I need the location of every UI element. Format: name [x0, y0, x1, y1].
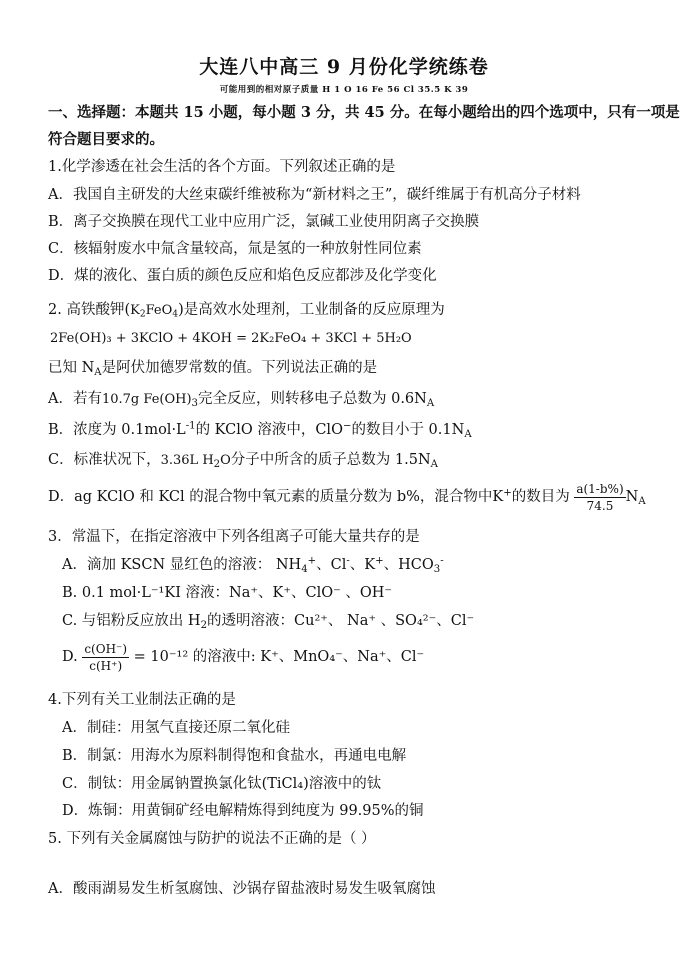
q1-option-d: D．煤的液化、蛋白质的颜色反应和焰色反应都涉及化学变化 — [48, 268, 437, 284]
q3-option-a: A．滴加 KSCN 显红色的溶液： $NH_4^+$、Cl-、K+、$HCO_3^-$ — [62, 555, 444, 576]
q2-option-c: C．标准状况下，3.36L $H_2O$分子中所含的质子总数为 $1.5N_A$ — [48, 452, 438, 471]
q5-option-a: A．酸雨湖易发生析氢腐蚀、沙锅存留盐液时易发生吸氧腐蚀 — [48, 881, 436, 897]
q1-option-b: B．离子交换膜在现代工业中应用广泛，氯碱工业使用阴离子交换膜 — [48, 214, 480, 230]
q4-option-a: A．制硅：用氢气直接还原二氧化硅 — [62, 720, 290, 736]
q3-option-c: C. 与铝粉反应放出 $H_2$的透明溶液：Cu²⁺、 Na⁺ 、SO₄²⁻、Cl⁻ — [62, 613, 475, 632]
q3-option-d: D. $\frac{c(OH^-)}{c(H^+)}$ = 10⁻¹² 的溶液中: K⁺、MnO₄⁻、Na⁺、Cl⁻ — [62, 641, 425, 673]
section-heading-line2: 符合题目要求的。 — [48, 131, 164, 148]
q2-equation: 2Fe(OH)₃ + 3KClO + 4KOH = 2K₂FeO₄ + 3KCl + 5H₂O — [50, 331, 412, 346]
q2-given: 已知 $N_A$是阿伏加德罗常数的值。下列说法正确的是 — [48, 360, 378, 379]
q1-stem: 1.化学渗透在社会生活的各个方面。下列叙述正确的是 — [48, 159, 396, 175]
q4-stem: 4.下列有关工业制法正确的是 — [48, 692, 236, 708]
q2-option-d-fraction: $\frac{a(1-b\%)}{74.5}$ — [576, 481, 624, 513]
q1-option-c: C．核辐射废水中氚含量较高，氚是氢的一种放射性同位素 — [48, 241, 422, 257]
q4-option-c: C．制钛：用金属钠置换氯化钛(TiCl₄)溶液中的钛 — [62, 776, 382, 792]
q4-option-d: D．炼铜：用黄铜矿经电解精炼得到纯度为 99.95%的铜 — [62, 803, 424, 819]
q3-stem: 3．常温下，在指定溶液中下列各组离子可能大量共存的是 — [48, 529, 420, 545]
q3-option-d-fraction: $\frac{c(OH^-)}{c(H^+)}$ — [84, 641, 128, 673]
atomic-masses-note: 可能用到的相对原子质量 H 1 O 16 Fe 56 Cl 35.5 K 39 — [219, 85, 469, 95]
q2-option-b: B．浓度为 $0.1mol\cdot L^{-1}$的 KClO 溶液中，ClO−的数目小于 $0.1N_A$ — [48, 420, 472, 441]
q2-option-a: A．若有10.7g $Fe(OH)_3$完全反应，则转移电子总数为 $0.6N_A$ — [48, 391, 435, 410]
q2-stem-start: 2. 高铁酸钾( — [48, 302, 131, 318]
page-title: 大连八中高三 9 月份化学统练卷 — [199, 56, 489, 78]
section-heading-line1: 一、选择题：本题共 15 小题，每小题 3 分，共 45 分。在每小题给出的四个选项中，只有一项是 — [48, 104, 680, 121]
q1-option-a: A．我国自主研发的大丝束碳纤维被称为“新材料之王”，碳纤维属于有机高分子材料 — [48, 187, 581, 203]
q4-option-b: B．制氯：用海水为原料制得饱和食盐水，再通电电解 — [62, 748, 407, 764]
q2-stem — [48, 300, 648, 321]
q5-stem: 5. 下列有关金属腐蚀与防护的说法不正确的是（ ） — [48, 831, 376, 847]
q3-option-b: B. 0.1 mol·L⁻¹KI 溶液：Na⁺、K⁺、ClO⁻ 、OH⁻ — [62, 585, 393, 601]
q2-option-d: D．ag KClO 和 KCl 的混合物中氧元素的质量分数为 b%，混合物中K+的数目为 $\frac{a(1-b\%)}{74.5}$ $N_A$ — [48, 481, 646, 513]
q2-stem-end: )是高效水处理剂，工业制备的反应原理为 — [178, 302, 445, 318]
q2-formula: $K_2FeO_4$ — [130, 303, 179, 320]
